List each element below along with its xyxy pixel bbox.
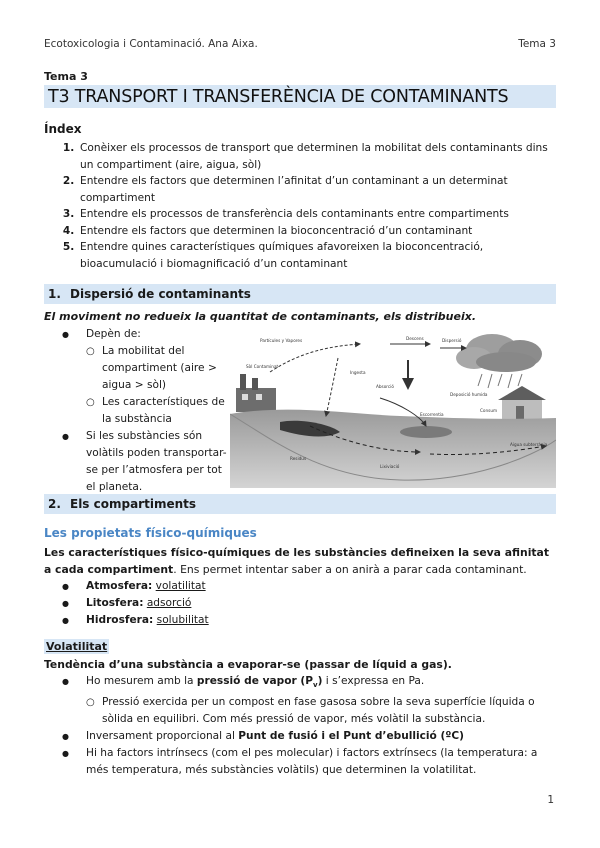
- properties-rest: . Ens permet intentar saber a on anirà a parar cada contaminant.: [173, 563, 527, 576]
- bullet-depends: ● Depèn de:: [44, 326, 230, 343]
- section1-body: [44, 326, 556, 493]
- volatility-bullet-factors: ● Hi ha factors intrínsecs (com el pes molecular) i factors extrínsecs (la temperatura: a més temperatura, més substàncies volàtils) que determinen la volatilitat.: [44, 745, 556, 779]
- volatility-bullet-melting: [44, 728, 556, 745]
- compartment-label: Hidrosfera:: [86, 614, 154, 626]
- index-item: 3. Entendre els processos de transferència dels contaminants entre compartiments: [78, 206, 556, 223]
- volatility-bullet-vapor: [44, 673, 556, 694]
- compartment-value: solubilitat: [156, 614, 209, 626]
- text-fragment: ): [317, 675, 323, 687]
- volatility-sub-bullet: ○ Pressió exercida per un compost en fase gasosa sobre la seva superfície líquida o sòlida en equilibri. Com més pressió de vapor, més volàtil la substància.: [44, 694, 556, 728]
- compartment-value: volatilitat: [155, 580, 206, 592]
- index-item: 5. Entendre quines característiques químiques afavoreixen la bioconcentració, bioacumulació i biomagnificació d’un contaminant: [78, 239, 556, 272]
- sub-bullet-mobility: ○ La mobilitat del compartiment (aire > aigua > sòl): [44, 343, 230, 394]
- label-ingesta: Ingesta: [350, 370, 366, 375]
- section1-lead: El moviment no redueix la quantitat de contaminants, els distribueix.: [44, 310, 477, 323]
- page-number: 1: [547, 794, 554, 806]
- text-fragment: i s’expressa en Pa.: [322, 675, 425, 687]
- bullet-volatile: ● Si les substàncies són volàtils poden transportar-se per l’atmosfera per tot el planeta.: [44, 428, 230, 496]
- section2-number: 2.: [48, 497, 61, 511]
- label-descend: Descens: [406, 336, 424, 341]
- properties-paragraph: [44, 544, 556, 578]
- properties-subheading: Les propietats físico-químiques: [44, 526, 257, 540]
- compartment-label: Atmosfera:: [86, 580, 153, 592]
- volatility-heading: Volatilitat: [46, 640, 108, 653]
- label-residus: Residus: [290, 456, 307, 461]
- tema-label: Tema 3: [44, 70, 88, 83]
- vapor-subscript: v: [313, 681, 318, 690]
- label-deposicio: Deposició humida: [450, 392, 488, 397]
- section2-heading: [44, 494, 556, 514]
- section1-heading: [44, 284, 556, 304]
- compartment-item: [44, 612, 556, 629]
- section1-number: 1.: [48, 287, 61, 301]
- index-item: 4. Entendre els factors que determinen la bioconcentració d’un contaminant: [78, 223, 556, 240]
- volatility-definition: Tendència d’una substància a evaporar-se (passar de líquid a gas).: [44, 658, 452, 671]
- page-title: T3 TRANSPORT I TRANSFERÈNCIA DE CONTAMINANTS: [44, 85, 556, 108]
- text-fragment: Inversament proporcional al: [86, 730, 239, 743]
- label-lixiviacio: Lixiviació: [380, 464, 400, 469]
- label-aigua: Aigua subterrània: [510, 442, 548, 447]
- label-consum: Consum: [480, 408, 498, 413]
- vapor-pressure-term: pressió de vapor (P: [196, 675, 314, 687]
- compartment-value: adsorció: [146, 597, 192, 609]
- compartment-label: Litosfera:: [86, 597, 144, 609]
- index-title: Índex: [44, 122, 82, 136]
- label-absorcio: Absorció: [376, 384, 394, 389]
- index-list: [44, 140, 556, 272]
- contaminant-dispersion-diagram: [230, 328, 556, 488]
- ground-shape: [230, 410, 556, 488]
- header-right: Tema 3: [518, 38, 556, 50]
- text-fragment: Ho mesurem amb la: [86, 675, 197, 687]
- compartment-item: [44, 578, 556, 595]
- header-left: Ecotoxicologia i Contaminació. Ana Aixa.: [44, 38, 258, 50]
- compartment-item: [44, 595, 556, 612]
- label-particles: Partícules y Vapores: [260, 338, 303, 343]
- label-sol-contaminat: Sòl Contaminat: [246, 364, 279, 369]
- melting-boiling-term: Punt de fusió i el Punt d’ebullició (ºC): [238, 730, 464, 743]
- section2-title: Els compartiments: [70, 497, 197, 511]
- sub-bullet-characteristics: ○ Les característiques de la substància: [44, 394, 230, 428]
- index-item: 2. Entendre els factors que determinen l’afinitat d’un contaminant a un determinat compartiment: [78, 173, 556, 206]
- index-item: 1. Conèixer els processos de transport que determinen la mobilitat dels contaminants dins un compartiment (aire, aigua, sòl): [78, 140, 556, 173]
- section1-title: Dispersió de contaminants: [70, 287, 251, 301]
- label-dispersio: Dispersió: [442, 338, 462, 343]
- label-escorrentia: Escorrentia: [420, 412, 444, 417]
- pond-shape: [400, 426, 452, 438]
- properties-bold: Les característiques físico-químiques de les substàncies defineixen la seva afinitat a cada compartiment: [44, 546, 550, 576]
- page-content: [44, 70, 556, 779]
